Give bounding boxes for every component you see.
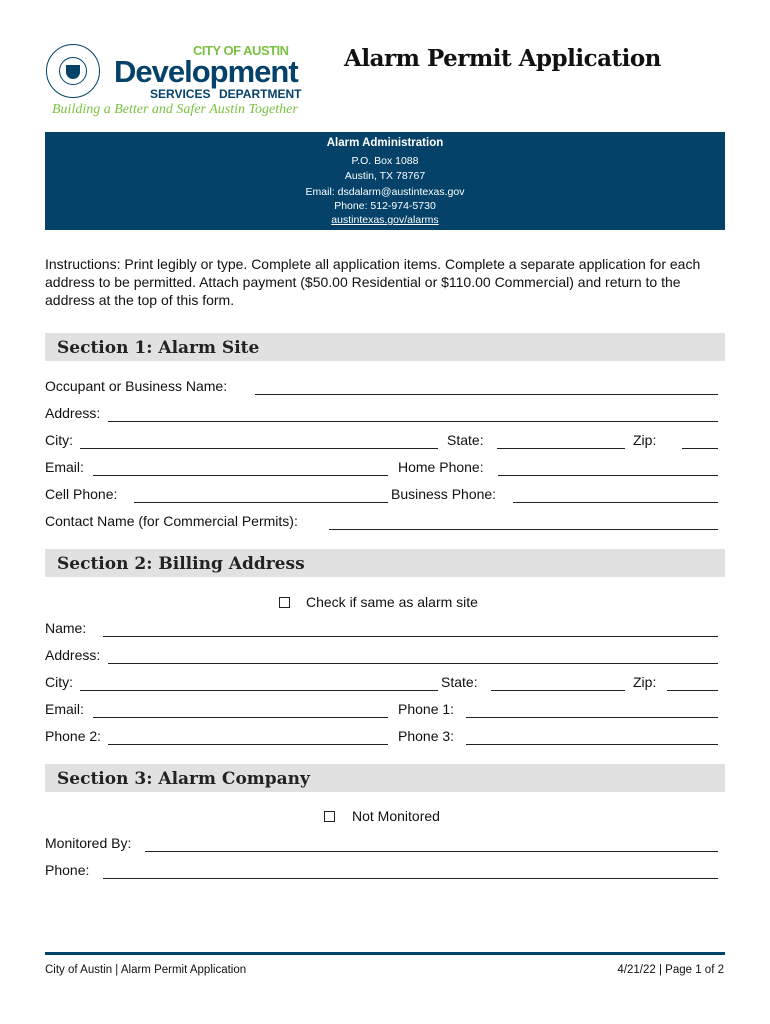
billing-state-field[interactable] [491,675,625,691]
billing-name-field[interactable] [103,621,718,637]
instructions: Instructions: Print legibly or type. Complete all application items. Complete a separate application for each address to be permitted. Attach payment ($50.00 Residential or $110.00 Commercial) and return to the address at the top of this form. [45,256,701,308]
contact-header [45,132,725,230]
home-phone-field[interactable] [498,460,718,476]
same-as-site-label: Check if same as alarm site [306,594,478,610]
section1-title: Section 1: Alarm Site [57,338,260,358]
alarms-link[interactable]: austintexas.gov/alarms [331,214,439,226]
email-field[interactable] [93,460,388,476]
monitored-by-label: Monitored By: [45,835,132,851]
phone3-label: Phone 3: [398,728,455,744]
zip-label: Zip: [633,432,657,448]
header-title: Alarm Administration [326,137,444,149]
section3-header [45,764,725,792]
occupant-label: Occupant or Business Name: [45,378,228,394]
contact-field[interactable] [329,514,718,530]
contact-label: Contact Name (for Commercial Permits): [45,513,298,529]
footer-right: 4/21/22 | Page 1 of 2 [617,964,724,976]
billing-email-field[interactable] [93,702,388,718]
billing-email-label: Email: [45,701,84,717]
same-as-site-checkbox[interactable] [279,597,290,608]
header-phone: Phone: 512-974-5730 [334,200,436,212]
logo-city: CITY OF AUSTIN [193,43,289,58]
footer-divider [45,952,725,955]
company-phone-field[interactable] [103,863,718,879]
business-phone-field[interactable] [513,487,718,503]
cell-phone-label: Cell Phone: [45,486,118,502]
occupant-field[interactable] [255,379,718,395]
phone1-field[interactable] [466,702,718,718]
section3-title: Section 3: Alarm Company [57,769,310,789]
city-seal-icon [46,44,100,98]
billing-zip-label: Zip: [633,674,657,690]
footer-left: City of Austin | Alarm Permit Application [45,964,247,976]
section2-title: Section 2: Billing Address [57,554,305,574]
not-monitored-label: Not Monitored [352,808,440,824]
billing-city-field[interactable] [80,675,438,691]
not-monitored-checkbox[interactable] [324,811,335,822]
billing-city-label: City: [45,674,73,690]
phone3-field[interactable] [466,729,718,745]
home-phone-label: Home Phone: [398,459,484,475]
city-field[interactable] [80,433,438,449]
billing-address-field[interactable] [108,648,718,664]
header-city: Austin, TX 78767 [344,170,426,182]
phone1-label: Phone 1: [398,701,455,717]
billing-name-label: Name: [45,620,87,636]
logo-name: Development [114,54,298,89]
logo-dept-left: SERVICES [150,87,211,101]
page-title: Alarm Permit Application [344,45,661,72]
zip-field[interactable] [682,433,718,449]
header-po: P.O. Box 1088 [351,154,419,167]
header-email: Email: dsdalarm@austintexas.gov [305,185,465,198]
phone2-field[interactable] [108,729,388,745]
monitored-by-field[interactable] [145,836,718,852]
address-field[interactable] [108,406,718,422]
logo-dept-right: DEPARTMENT [219,87,302,101]
company-phone-label: Phone: [45,862,90,878]
cell-phone-field[interactable] [134,487,388,503]
address-label: Address: [45,405,101,421]
business-phone-label: Business Phone: [391,486,497,502]
section2-header [45,549,725,577]
logo-tagline: Building a Better and Safer Austin Together [52,102,298,117]
state-label: State: [447,432,484,448]
city-label: City: [45,432,73,448]
state-field[interactable] [497,433,625,449]
email-label: Email: [45,459,84,475]
phone2-label: Phone 2: [45,728,102,744]
billing-address-label: Address: [45,647,101,663]
section1-header [45,333,725,361]
billing-zip-field[interactable] [667,675,718,691]
billing-state-label: State: [441,674,478,690]
